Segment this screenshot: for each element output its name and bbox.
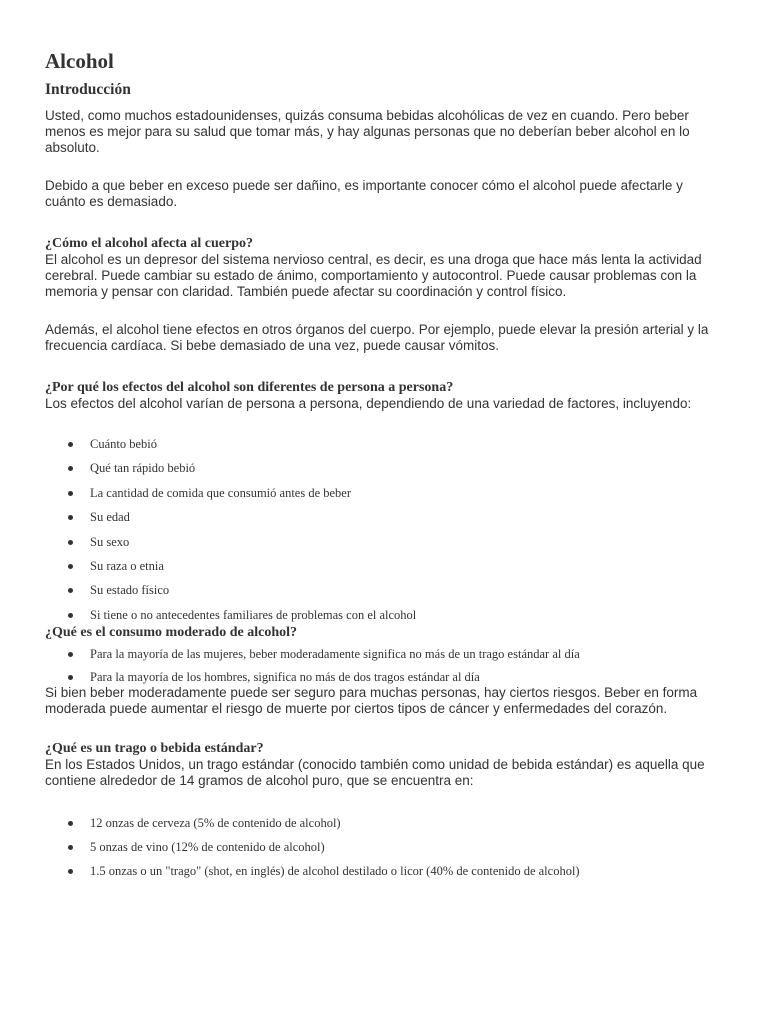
list-item: Qué tan rápido bebió — [45, 460, 725, 476]
section-1-paragraph-1: El alcohol es un depresor del sistema nervioso central, es decir, es una droga que hace más lenta la actividad cerebral. Puede cambiar su estado de ánimo, comportamiento y autocontrol. Puede causar problemas con la memoria y pensar con claridad. También puede afectar su coordinación y control físico. — [45, 252, 702, 299]
list-item: Para la mayoría de las mujeres, beber moderadamente significa no más de un trago estándar al día — [45, 646, 725, 662]
list-item: Para la mayoría de los hombres, significa no más de dos tragos estándar al día — [45, 669, 725, 685]
list-item: Si tiene o no antecedentes familiares de problemas con el alcohol — [45, 607, 725, 623]
factors-list — [45, 436, 725, 623]
list-item: Su edad — [45, 509, 725, 525]
list-item: Cuánto bebió — [45, 436, 725, 452]
list-item: 1.5 onzas o un "trago" (shot, en inglés) de alcohol destilado o licor (40% de contenido de alcohol) — [45, 863, 725, 879]
list-item: 5 onzas de vino (12% de contenido de alcohol) — [45, 839, 725, 855]
standard-drink-list — [45, 815, 725, 879]
moderate-consumption-list — [45, 646, 725, 685]
intro-paragraph-2: Debido a que beber en exceso puede ser dañino, es importante conocer cómo el alcohol puede afectarle y cuánto es demasiado. — [45, 178, 683, 209]
section-heading-effects-on-body: ¿Cómo el alcohol afecta al cuerpo? — [45, 236, 254, 251]
intro-paragraph-1: Usted, como muchos estadounidenses, quizás consuma bebidas alcohólicas de vez en cuando. Pero beber menos es mejor para su salud que tomar más, y hay algunas personas que no deberían beber alcohol en lo absoluto. — [45, 108, 690, 155]
document-page — [45, 48, 725, 887]
list-item: Su raza o etnia — [45, 558, 725, 574]
section-3-paragraph-1: Si bien beber moderadamente puede ser seguro para muchas personas, hay ciertos riesgos. Beber en forma moderada puede aumentar el riesgo de muerte por ciertos tipos de cáncer y enfermedades del corazón. — [45, 684, 698, 716]
section-4-paragraph-1: En los Estados Unidos, un trago estándar (conocido también como unidad de bebida estándar) es aquella que contiene alrededor de 14 gramos de alcohol puro, que se encuentra en: — [45, 756, 705, 788]
section-2-paragraph-1: Los efectos del alcohol varían de persona a persona, dependiendo de una variedad de factores, incluyendo: — [45, 396, 692, 411]
section-heading-different-effects: ¿Por qué los efectos del alcohol son diferentes de persona a persona? — [45, 380, 454, 395]
list-item: Su estado físico — [45, 582, 725, 598]
section-heading-standard-drink: ¿Qué es un trago o bebida estándar? — [45, 740, 264, 756]
document-subtitle: Introducción — [45, 81, 131, 98]
list-item: Su sexo — [45, 534, 725, 550]
document-title: Alcohol — [45, 49, 114, 73]
section-1-paragraph-2: Además, el alcohol tiene efectos en otros órganos del cuerpo. Por ejemplo, puede elevar la presión arterial y la frecuencia cardíaca. Si bebe demasiado de una vez, puede causar vómitos. — [45, 322, 709, 353]
list-item: 12 onzas de cerveza (5% de contenido de alcohol) — [45, 815, 725, 831]
section-heading-moderate-consumption: ¿Qué es el consumo moderado de alcohol? — [45, 624, 297, 640]
list-item: La cantidad de comida que consumió antes de beber — [45, 485, 725, 501]
